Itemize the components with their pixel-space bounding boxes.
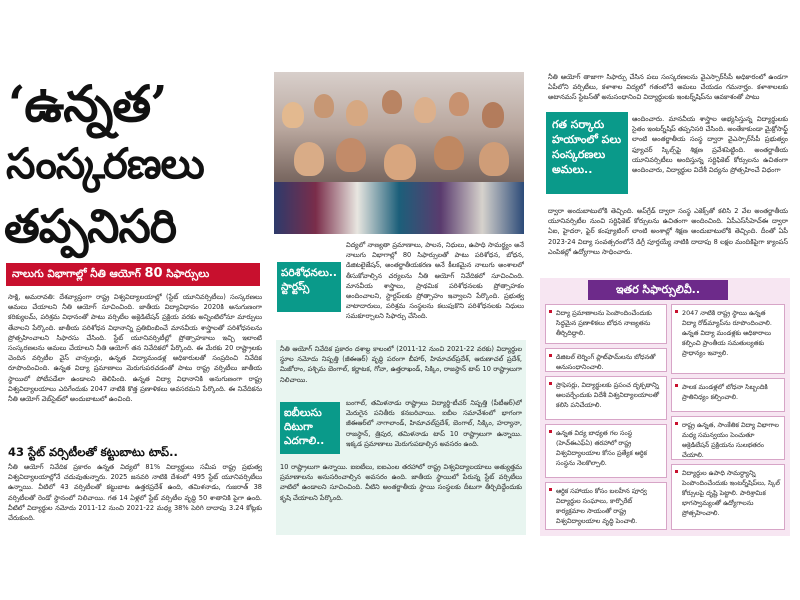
- research-box: [277, 262, 341, 312]
- col2-paragraph-1: విద్యలో నాణ్యతా ప్రమాణాలు, పాలన, నిధులు, ఉపాధి సామర్థ్యం అనే నాలుగు విభాగాల్లో 80 సిఫార్సులతో పాటు పరిశోధన, బోధన, డిజిటలైజేషన్, అంతర్జాతీయకరణ అనే కీలకమైన నాలుగు అంశాలలో తీసుకోవాల్సిన చర్యలను నీతి ఆయోగ్ నివేదికలో సూచించింది. మానవీయ శాస్త్రాలు, ప్రాథమిక పరిశోధనలకు ప్రోత్సాహకం అందించాలని, స్టార్టప్‌లకు ప్రోత్సాహం ఇవ్వాలని పేర్కొంది. ప్రభుత్వ వాటాదారులు, పరిశ్రమ సంస్థలను కలుపుకొని పరిశోధనలకు నిధులు సమకూర్చాలని సిఫార్సు చేసింది.: [346, 241, 524, 321]
- students-photo: [274, 72, 524, 234]
- col2-paragraph-2: నీతి ఆయోగ్ నివేదిక ప్రకారం దశాబ్ద కాలంలో (2011-12 నుంచి 2021-22 వరకు) విద్యార్థుల స్థూల నమోదు నిష్పత్తి (జీఈఆర్) వృద్ధి పరంగా బీహార్, హిమాచల్‌ప్రదేశ్, ఆరుణాచల్ ప్రదేశ్, మిజోరాం, పశ్చిమ బెంగాల్, కర్ణాటక, గోవా, ఉత్తరాఖండ్, సిక్కిం, రాజస్థాన్ టాప్ 10 రాష్ట్రాలుగా నిలిచాయి.: [280, 345, 522, 384]
- red-banner-suffix: సిఫార్సులు: [162, 268, 210, 280]
- recommendation-left-4: ఉన్నత విద్య బాధ్యత గల సంస్థ (హెచ్ఈఎఫ్ఏ) తరహాలో రాష్ట్ర విశ్వవిద్యాలయాల కోసం ప్రత్యేక ఆర్థిక సంస్థను నెలకొల్పాలి.: [545, 424, 667, 478]
- subheading-43-universities: 43 స్టేట్ వర్సిటీలతో కట్టుబాటు టాప్..: [8, 445, 178, 459]
- photo-figure: [336, 138, 366, 172]
- photo-figure: [414, 97, 436, 123]
- ibs-box-label: ఐబీలుసు దిటుగా ఎదగాలి..: [284, 407, 325, 447]
- col2-paragraph-4: 10 రాష్ట్రాలుగా ఉన్నాయి. ఐఐటీలు, ఐఐఎంల తరహాలో రాష్ట్ర విశ్వవిద్యాలయాలు అత్యుత్తమ ప్రమాణాలను అనుసరించాల్సిన అవసరం ఉంది. జాతీయ స్థాయిలో పేరున్న స్టేట్ వర్సిటీలు వాటిలో ఉండాలని సూచించింది. వీటిని అంతర్జాతీయ స్థాయి సంస్థలకు దీటుగా తీర్చిదిద్దేందుకు కృషి చేయాలని పేర్కొంది.: [280, 463, 522, 502]
- col3-top-paragraph: నీతి ఆయోగ్ తాజాగా సిఫార్సు చేసిన పలు సంస్కరణలను వైఎస్సార్‌సీపీ అధికారంలో ఉండగా ఏపీలోని వర్సిటీలు, కళాశాల విద్యలో గతంలోనే అమలు చేయడం గమనార్హం. కళాశాలలకు అటానమస్ స్టేటస్‌తో అనుసంధానించి విద్యార్థులకు ఇంటర్న్‌షిప్‌ను ఆవకాశంతో పాటు: [548, 73, 788, 102]
- recommendation-left-5: ఆర్థిక సహాయం కోసం బలహీన పూర్వ విద్యార్థుల సంఘాలు, కార్పొరేట్ కార్యక్రమాల సాయంతో రాష్ట్ర విశ్వవిద్యాలయాల వృద్ధి పెంచాలి.: [545, 482, 667, 530]
- recommendation-left-3: ప్రొఫెసర్లు, విద్యార్థులకు ప్రపంచ దృక్పథాన్ని అలవర్చేందుకు విదేశీ విశ్వవిద్యాలయాలతో కలిసి పనిచేయాలి.: [545, 376, 667, 420]
- photo-figure: [482, 102, 504, 128]
- paragraph-43-universities: నీతి ఆయోగ్ నివేదిక ప్రకారం ఉన్నత విద్యలో 81% విద్యార్థులు సమీప రాష్ట్ర ప్రభుత్వ విశ్వవిద్యాలయాల్లోనే చదువుతున్నారు. 2025 జనవరి నాటికి దేశంలో 495 స్టేట్ యూనివర్సిటీలు ఉన్నాయి. వీటిలో 43 వర్సిటీలతో కట్టుబాట ఉత్తరప్రదేశ్ ఉంది, తమిళనాడు, గుజరాత్ 38 వర్సిటీలతో రెండో స్థానంలో నిలిచాయి. గత 14 ఏళ్లలో స్టేట్ వర్సిటీల వృద్ధి 50 శాతానికి పైగా ఉంది. వీటిలో విద్యార్థుల నమోదు 2011-12 నుంచి 2021-22 మధ్య 38% పెరిగి దాదాపు 3.24 కోట్లకు చేరుకుంది.: [8, 463, 262, 523]
- ibs-box: [280, 402, 340, 454]
- photo-figure: [434, 136, 464, 170]
- headline-line1: ‘ఉన్నత’: [8, 74, 167, 133]
- recommendation-left-2: డిజిటల్ లెర్నింగ్ ప్లాట్‌ఫామ్‌లను బోధనతో అనుసంధానించాలి.: [545, 348, 667, 372]
- recommendation-left-1: విద్యా ప్రమాణాలను పెంపొందించేందుకు సిద్ధమైన ప్రణాళికలు బోధన నాణ్యతను తీర్చిదిద్దాలి.: [545, 304, 667, 344]
- photo-figure: [346, 100, 368, 126]
- col3-bottom-paragraph: ద్వారా అందుబాటులోకి తెచ్చింది. అప్‌గ్రేడ్ ద్వారా సంస్థ ఎకెక్స్‌తో కలిసి 2 వేల అంతర్జాతీయ యూనివర్సిటీల నుంచి సర్టిఫికెట్ కోర్సులను ఉచితంగా అందించింది. ఏపీఎస్‌సీహెచ్‌ఈ ద్వారా ఏఐ, హైదరా, ఫైర్ కంప్యూటింగ్ లాంటి అంశాల్లో శిక్షణ అందుబాటులోకి తెచ్చింది. దీంతో ఏపీ 2023-24 విద్యా సంవత్సరంలోనే డిగ్రీ పూర్తయ్యే నాటికి దాదాపు 8 లక్షల మందికిపైగా క్యాంపస్ ఎంపికల్లో ఉద్యోగాలు సాధించారు.: [548, 207, 788, 256]
- red-banner-text: నాలుగు విభాగాల్లో నీతి ఆయోగ్: [12, 268, 145, 280]
- red-banner-number: 80: [144, 266, 163, 281]
- recommendation-right-4: విద్యార్థుల ఉపాధి సామర్థ్యాన్ని పెంపొందించేందుకు ఇంటర్న్‌షిప్‌లు, స్కిల్ కోర్సులపై దృష్టి పెట్టాలి. పారిశ్రామిక భాగస్వామ్యంతో ఉద్యోగాలను ప్రోత్సహించాలి.: [671, 464, 785, 530]
- photo-clothing-band: [274, 182, 524, 234]
- photo-figure: [282, 102, 304, 128]
- photo-figure: [449, 92, 469, 116]
- research-box-label: పరిశోధనలు.. స్టార్టప్స్: [281, 267, 337, 293]
- photo-figure: [479, 142, 509, 176]
- headline-line3: తప్పనిసరి: [4, 199, 177, 253]
- col2-paragraph-3: బంగాల్, తమిళనాడు రాష్ట్రాలు విద్యార్థి-టీచర్ నిష్పత్తి (పీటీఆర్)లో మెరుగైన పనితీరు కనబరిచాయి. ఐబీల సమావేశంలో భాగంగా జీఈఆర్‌లో నాగాలాండ్, హిమాచల్‌ప్రదేశ్, బెంగాల్, సిక్కిం, హర్యానా, రాజస్థాన్, త్రిపుర, తమిళనాడు టాప్ 10 రాష్ట్రాలుగా ఉన్నాయి. ఇక్కడ ప్రమాణాలు మెరుగుపడాల్సిన అవసరం ఉంది.: [346, 399, 522, 448]
- recommendation-right-2: పాలక మండళ్లలో బోధనా సిబ్బందికి ప్రాతినిధ్యం కల్పించాలి.: [671, 378, 785, 412]
- recommendation-right-1: 2047 నాటికి రాష్ట్ర స్థాయి ఉన్నత విద్యా రోడ్‌మ్యాప్‌ను రూపొందించాలి. ఉన్నత విద్యా మండళ్లకు అధికారాలు కల్పించి ప్రాంతీయ సమతుల్యతకు ప్రాధాన్యం ఇవ్వాలి.: [671, 304, 785, 374]
- photo-figure: [294, 142, 324, 176]
- other-recommendations-title: [588, 280, 728, 300]
- red-banner: [6, 263, 260, 286]
- previous-govt-box-label: గత సర్కారు హయాంలో పలు సంస్కరణలు అమలు..: [552, 118, 622, 176]
- intro-paragraph: సాక్షి, అమరావతి: దేశవ్యాప్తంగా రాష్ట్ర విశ్వవిద్యాలయాల్లో (స్టేట్ యూనివర్సిటీలు) సంస్కరణలు అమలు చేయాలని నీతి ఆయోగ్ సూచించింది. జాతీయ విద్యావిధానం 2020కి అనుగుణంగా కరిక్యులమ్, పరిశ్రమ విధానంతో పాటు వర్సిటీల అక్రెడిటేషన్ ప్రక్రియ వరకు అన్నింటిలోనూ మార్పులు తేవాలని పేర్కొంది. జాతీయ పరిశోధన విధానాన్ని ప్రతిబింబించే మానవీయ శాస్త్రాలతో పరిశోధనలను ప్రోత్సహించాలని సిఫారసు చేసింది. స్టేట్ యూనివర్సిటీల్లో ప్రోత్సాహకాలు ఇచ్చి ఇలాంటి సంస్కరణలను అమలు చేయాలని నీతి ఆయోగ్ తన నివేదికలో పేర్కొంది. ఈ మేరకు 20 రాష్ట్రాలకు చెందిన వర్సిటీల వైస్ చాన్సలర్లు, ఉన్నత విద్యామండళ్ల అధికారులతో సంప్రదించి నివేదిక రూపొందించింది. ఉన్నత విద్యా ప్రమాణాలు మెరుగుపరచడంతో పాటు రాష్ట్ర వర్సిటీలు జాతీయ స్థాయిలో పోటీపడేలా ఉండాలని తెలిపింది. ఉన్నత విద్యా విధానానికి అనుగుణంగా రాష్ట్ర విశ్వవిద్యాలయాలు ఎదిగేందుకు 2047 నాటికి కొత్త ప్రణాళికలు అవసరమని పేర్కొంది. ఈ నివేదికను నీతి ఆయోగ్ వెబ్‌సైట్‌లో అందుబాటులో ఉంచింది.: [8, 293, 262, 404]
- previous-govt-box: [546, 112, 628, 194]
- photo-figure: [384, 144, 416, 180]
- recommendation-right-3: రాష్ట్ర ఉన్నత, సాంకేతిక విద్యా విభాగాల మధ్య సమన్వయం పెంచుతూ అక్రెడిటేషన్ ప్రక్రియను సులభతరం చేయాలి.: [671, 416, 785, 460]
- other-recommendations-title-text: ఇతర సిఫార్సులివీ..: [615, 283, 701, 296]
- photo-figure: [382, 90, 402, 114]
- photo-figure: [314, 94, 334, 118]
- headline-line2: సంస్కరణలు: [6, 139, 204, 188]
- col3-mid-paragraph: ఆందించారు. మానవీయ శాస్త్రాల అభ్యసిస్తున్న విద్యార్థులకు సైతం ఇంటర్న్‌షిప్ తప్పనిసరి చేసింది. అంతేకాకుండా మైక్రోసాఫ్ట్ లాంటి అంతర్జాతీయ సంస్థ ద్వారా వైఎస్సార్‌సీపీ ప్రభుత్వం ఫ్యూచర్ స్కిల్స్‌పై శిక్షణ ప్రవేశపెట్టింది. అంతర్జాతీయ యూనివర్సిటీలు అందిస్తున్న సర్టిఫికెట్ కోర్సులను ఉచితంగా అందించారు, విద్యార్థుల విదేశీ విద్యను ప్రోత్సహించే విధంగా: [632, 115, 788, 175]
